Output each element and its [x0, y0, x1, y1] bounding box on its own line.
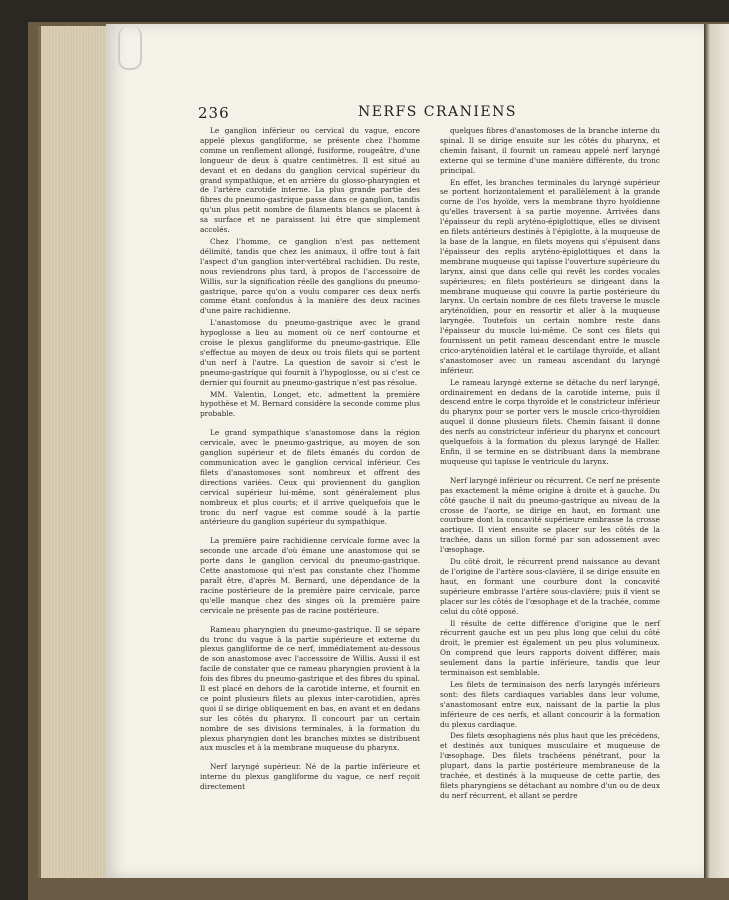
page-edges [38, 26, 109, 878]
paragraph: quelques fibres d'anastomoses de la branche interne du spinal. Il se dirige ensuite sur les côtés du pharynx, et chemin faisant, il fournit un rameau appelé nerf laryngé externe qui se termine d'une manière différente, du tronc principal. [440, 126, 660, 175]
left-column [200, 126, 420, 794]
right-column [440, 126, 660, 803]
paragraph: Nerf laryngé supérieur. Né de la partie inférieure et interne du plexus gangliforme du vague, ce nerf reçoit directement [200, 762, 420, 792]
paper-clip-icon [118, 26, 142, 70]
paragraph: Chez l'homme, ce ganglion n'est pas nettement délimité, tandis que chez les animaux, il offre tout à fait l'aspect d'un ganglion inter-vertébral rachidien. Du reste, nous reviendrons plus tard, à propos de l'accessoire de Willis, sur la signification réelle des ganglions du pneumo-gastrique, parce qu'on a voulu comparer ces deux nerfs comme étant confondus à la manière des deux racines d'une paire rachidienne. [200, 236, 420, 316]
paragraph: Il résulte de cette différence d'origine que le nerf récurrent gauche est un peu plus long que celui du côté droit, le premier est également un peu plus volumineux. On comprend que leurs rapports doivent différer, mais seulement dans la partie inférieure, tandis que leur terminaison est semblable. [440, 618, 660, 678]
paragraph: MM. Valentin, Longet, etc. admettent la première hypothèse et M. Bernard considère la seconde comme plus probable. [200, 389, 420, 419]
facing-page-edge [704, 24, 729, 878]
paragraph: En effet, les branches terminales du laryngé supérieur se portent horizontalement et parallèlement à la grande corne de l'os hyoïde, vers la membrane thyro hyoïdienne qu'elles traversent à sa partie moyenne. Arrivées dans l'épaisseur du repli aryténo-épiglottique, elles se divisent en filets antérieurs destinés à l'épiglotte, à la muqueuse de la base de la langue, en filets moyens qui s'épuisent dans l'épaisseur des replis aryténo-épiglottiques et dans la membrane muqueuse qui tapisse l'ouverture supérieure du larynx, ainsi que dans celle qui revêt les cordes vocales supérieures; en filets postérieurs se dirigeant dans la membrane muqueuse qui couvre la partie postérieure du larynx. Un certain nombre de ces filets traverse le muscle aryténoïdien, pour en ressortir et aller à la muqueuse laryngée. Toutefois un certain nombre reste dans l'épaisseur du muscle lui-même. Ce sont ces filets qui fournissent un petit rameau descendant entre le muscle crico-aryténoïdien latéral et le cartilage thyroïde, et allant s'anastomoser avec un rameau ascendant du laryngé inférieur. [440, 177, 660, 375]
page-title: NERFS CRANIENS [358, 104, 517, 120]
paragraph: Le rameau laryngé externe se détache du nerf laryngé, ordinairement en dedans de la carotide interne, puis il descend entre le corps thyroïde et le constricteur inférieur du pharynx pour se porter vers le muscle crico-thyroïdien auquel il donne plusieurs filets. Chemin faisant il donne des nerfs au constricteur inférieur du pharynx et concourt quelquefois à la formation du plexus laryngé de Haller. Enfin, il se termine en se distribuant dans la membrane muqueuse qui tapisse le ventricule du larynx. [440, 377, 660, 466]
paragraph: Les filets de terminaison des nerfs laryngés inférieurs sont: des filets cardiaques variables dans leur volume, s'anastomosant entre eux, naissant de la partie la plus inférieure de ces nerfs, et allant concourir à la formation du plexus cardiaque. [440, 679, 660, 729]
paragraph: Des filets œsophagiens nés plus haut que les précédens, et destinés aux tuniques musculaire et muqueuse de l'œsophage. Des filets trachéens pénétrant, pour la plupart, dans la partie postérieure membraneuse de la trachée, et destinés à la muqueuse de cette partie, des filets pharyngiens se détachant au nombre d'un ou de deux du nerf récurrent, et allant se perdre [440, 731, 660, 800]
paragraph: Du côté droit, le récurrent prend naissance au devant de l'origine de l'artère sous-clavière, il se dirige ensuite en haut, en formant une courbure dont la concavité supérieure embrasse l'artère sous-clavière; puis il vient se placer sur les côtés de l'œsophage et de la trachée, comme celui du côté opposé. [440, 557, 660, 616]
page-number: 236 [198, 104, 230, 122]
paragraph: Nerf laryngé inférieur ou récurrent. Ce nerf ne présente pas exactement la même origine à droite et à gauche. Du côté gauche il naît du pneumo-gastrique au niveau de la crosse de l'aorte, se dirige en haut, en formant une courbure dont la concavité supérieure embrasse la crosse aortique. Il vient ensuite se placer sur les côtés de la trachée, dans un sillon formé par son adossement avec l'œsophage. [440, 475, 660, 555]
paragraph: Le ganglion inférieur ou cervical du vague, encore appelé plexus gangliforme, se présente chez l'homme comme un renflement allongé, fusiforme, rougeâtre, d'une longueur de deux à quatre centimètres. Il est situé au devant et en dedans du ganglion cervical supérieur du grand sympathique, et en arrière du glosso-pharyngien et de l'artère carotide interne. La plus grande partie des fibres du pneumo-gastrique passe dans ce ganglion, tandis qu'un plus petit nombre de filaments blancs se placent à sa surface et ne paraissent lui être que simplement accolés. [200, 126, 420, 235]
paragraph: L'anastomose du pneumo-gastrique avec le grand hypoglosse a lieu au moment où ce nerf contourne et croise le plexus gangliforme du pneumo-gastrique. Elle s'effectue au moyen de deux ou trois filets qui se portent d'un nerf à l'autre. La question de savoir si c'est le pneumo-gastrique qui fournit à l'hypoglosse, ou si c'est ce dernier qui fournit au pneumo-gastrique n'est pas résolue. [200, 318, 420, 387]
paragraph: Le grand sympathique s'anastomose dans la région cervicale, avec le pneumo-gastrique, au moyen de son ganglion supérieur et de filets émanés du cordon de communication avec le ganglion cervical inférieur. Ces filets d'anastomoses sont nombreux et offrent des directions variées. Ceux qui proviennent du ganglion cervical supérieur lui-même, sont généralement plus nombreux et plus courts; et il arrive quelquefois que le tronc du nerf vague est comme soudé à la partie antérieure du ganglion supérieur du sympathique. [200, 428, 420, 527]
running-head [198, 104, 548, 122]
paragraph: Rameau pharyngien du pneumo-gastrique. Il se sépare du tronc du vague à la partie supérieure et externe du plexus gangliforme de ce nerf, immédiatement au-dessous de son anastomose avec l'accessoire de Willis. Aussi il est facile de constater que ce rameau pharyngien provient à la fois des fibres du pneumo-gastrique et des fibres du spinal. Il est placé en dehors de la carotide interne, et fournit en ce point plusieurs filets au plexus inter-carotidien, après quoi il se dirige obliquement en bas, en avant et en dedans sur les côtés du pharynx. Il concourt par un certain nombre de ses divisions terminales, à la formation du plexus pharyngien dont les branches mixtes se distribuent aux muscles et à la membrane muqueuse du pharynx. [200, 624, 420, 753]
paragraph: La première paire rachidienne cervicale forme avec la seconde une arcade d'où émane une anastomose qui se porte dans le ganglion cervical du pneumo-gastrique. Cette anastomose qui n'est pas constante chez l'homme paraît être, d'après M. Bernard, une dépendance de la racine postérieure de la première paire cervicale, parce qu'elle manque chez des singes où la première paire cervicale ne présente pas de racine postérieure. [200, 536, 420, 615]
